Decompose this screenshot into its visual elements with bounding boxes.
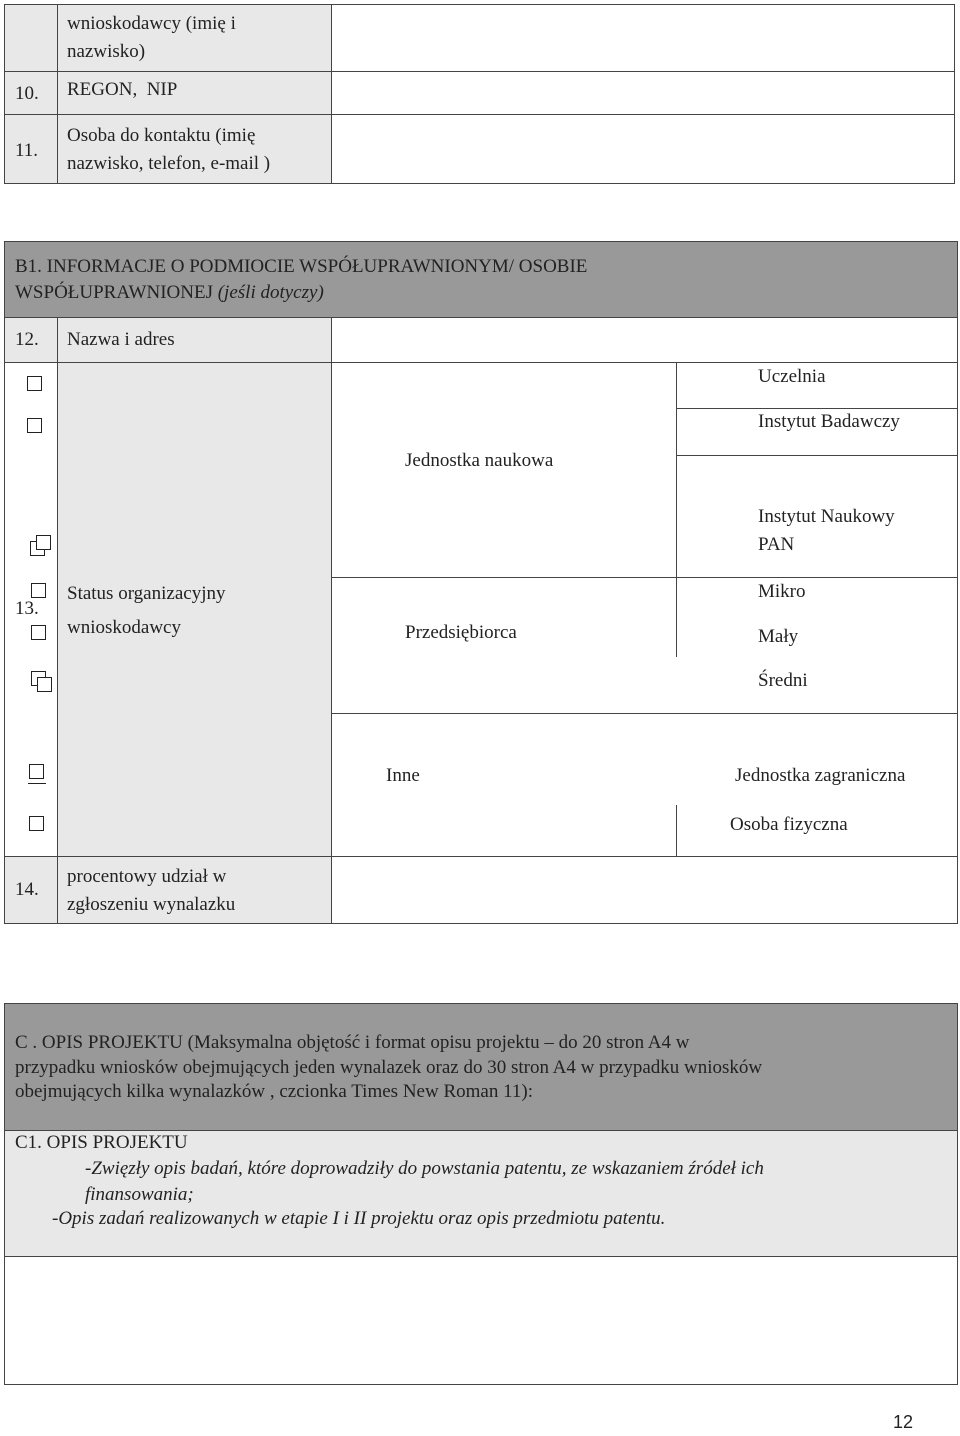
checkbox-instytut-badawczy[interactable]	[27, 418, 42, 433]
checkbox-uczelnia[interactable]	[27, 376, 42, 391]
section-c-title-line1: C . OPIS PROJEKTU (Maksymalna objętość i format opisu projektu – do 20 stron A4 w	[15, 1032, 690, 1053]
value-cell-row10[interactable]	[331, 71, 955, 115]
section-c1-line1: -Zwięzły opis badań, które doprowadziły do powstania patentu, ze wskazaniem źródeł ich	[85, 1158, 764, 1179]
checkbox-jednostka-zagraniczna-underline	[28, 783, 46, 784]
section-c1-line3: -Opis zadań realizowanych w etapie I i II projektu oraz opis przedmiotu patentu.	[52, 1208, 666, 1229]
jednostka-divider	[676, 362, 677, 578]
row11-number: 11.	[15, 140, 39, 161]
value-cell-row11[interactable]	[331, 114, 955, 184]
section-b1-title-line1: B1. INFORMACJE O PODMIOCIE WSPÓŁUPRAWNIONYM/ OSOBIE	[15, 256, 588, 277]
group-przedsiebiorca: Przedsiębiorca	[405, 622, 517, 643]
row13-number-divider	[57, 362, 58, 857]
checkbox-osoba-fizyczna[interactable]	[29, 816, 44, 831]
group-inne: Inne	[386, 765, 420, 786]
inne-divider	[676, 805, 677, 857]
row11-label-line2: nazwisko, telefon, e-mail )	[67, 153, 271, 174]
option-pan: PAN	[758, 534, 795, 555]
section-b1-title-note: (jeśli dotyczy)	[217, 282, 324, 303]
section-c1-content-field[interactable]	[4, 1256, 958, 1385]
checkbox-sredni-overlap	[37, 677, 52, 692]
row12-label: Nazwa i adres	[67, 329, 175, 350]
row13-number: 13.	[15, 598, 39, 619]
number-divider	[57, 4, 58, 184]
row9-label-line2: nazwisko)	[67, 41, 146, 62]
option-instytut-naukowy: Instytut Naukowy	[758, 506, 895, 527]
instytut-line	[676, 455, 958, 456]
przedsiebiorca-divider	[676, 577, 677, 657]
option-jednostka-zagraniczna: Jednostka zagraniczna	[735, 765, 906, 786]
section-b1-title-line2	[15, 279, 324, 307]
row11-label-line1: Osoba do kontaktu (imię	[67, 125, 256, 146]
option-osoba-fizyczna: Osoba fizyczna	[730, 814, 848, 835]
section-c1-line2: finansowania;	[85, 1184, 194, 1205]
option-sredni: Średni	[758, 670, 808, 691]
row9-label-line1: wnioskodawcy (imię i	[67, 13, 236, 34]
row14-label-line1: procentowy udział w	[67, 866, 227, 887]
section-c-title-line3: obejmujących kilka wynalazków , czcionka Times New Roman 11):	[15, 1081, 533, 1102]
row13-label-line2: wnioskodawcy	[67, 617, 181, 638]
checkbox-maly[interactable]	[31, 625, 46, 640]
checkbox-jednostka-zagraniczna[interactable]	[29, 764, 44, 779]
section-b1-title-main: WSPÓŁUPRAWNIONEJ	[15, 282, 213, 303]
value-cell-row9[interactable]	[331, 4, 955, 72]
value-cell-row12[interactable]	[331, 317, 958, 363]
checkbox-mikro[interactable]	[31, 583, 46, 598]
row14-number-divider	[57, 856, 58, 924]
option-instytut-badawczy: Instytut Badawczy	[758, 411, 900, 432]
row14-number: 14.	[15, 879, 39, 900]
page-number: 12	[893, 1412, 914, 1432]
przedsiebiorca-top-line	[331, 577, 958, 578]
row10-label: REGON, NIP	[67, 79, 178, 100]
value-cell-row14[interactable]	[331, 856, 958, 924]
option-maly: Mały	[758, 626, 799, 647]
row13-label-line1: Status organizacyjny	[67, 583, 226, 604]
row12-number: 12.	[15, 329, 39, 350]
option-mikro: Mikro	[758, 581, 806, 602]
row12-number-divider	[57, 317, 58, 363]
row14-label-line2: zgłoszeniu wynalazku	[67, 894, 236, 915]
section-c1-title: C1. OPIS PROJEKTU	[15, 1132, 188, 1153]
checkbox-instytut-naukowy-pan-overlap	[36, 535, 51, 550]
row10-number: 10.	[15, 83, 39, 104]
section-c-title-line2: przypadku wniosków obejmujących jeden wynalazek oraz do 30 stron A4 w przypadku wniosków	[15, 1057, 763, 1078]
inne-top-line	[331, 713, 958, 714]
option-uczelnia: Uczelnia	[758, 366, 826, 387]
group-jednostka-naukowa: Jednostka naukowa	[405, 450, 554, 471]
label-cell-row13	[57, 362, 332, 857]
